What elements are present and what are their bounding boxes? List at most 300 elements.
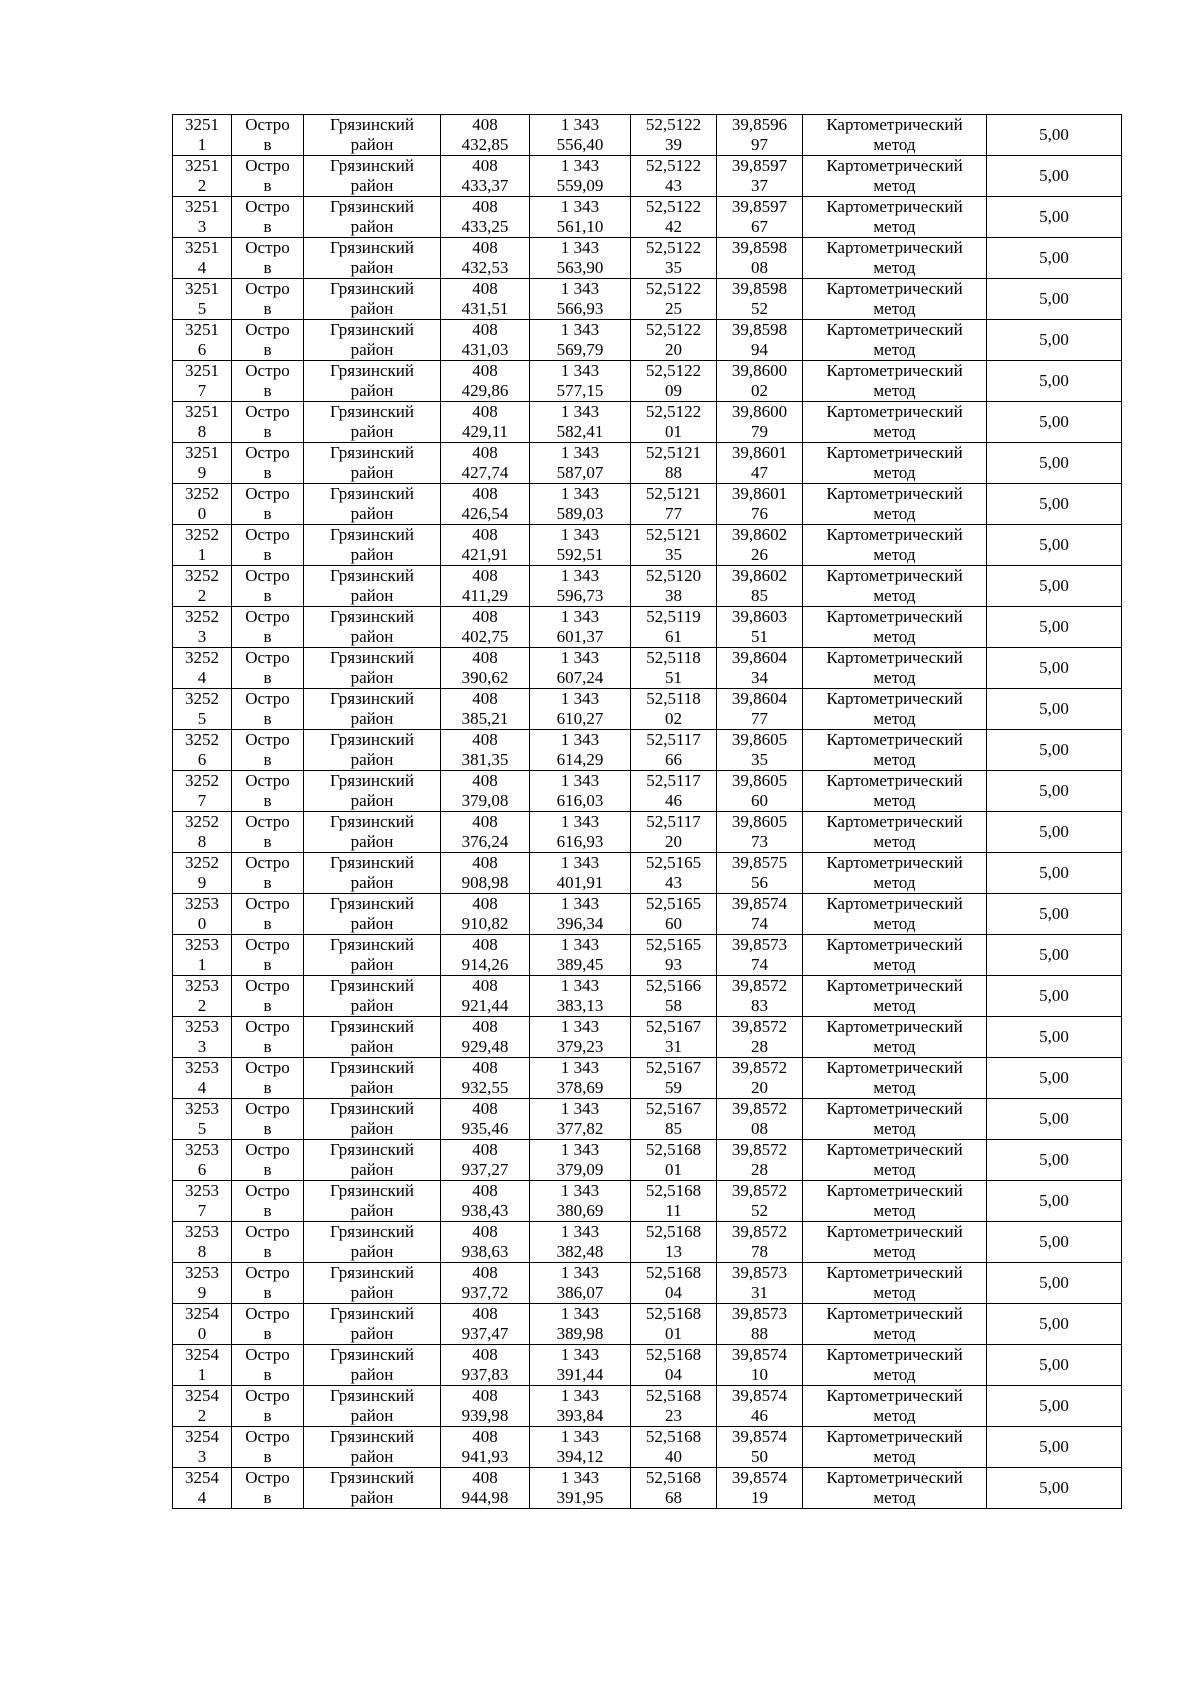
x-coordinate-cell [441,812,530,853]
x-coordinate-cell-line: 932,55 [461,1078,509,1097]
district-cell-line: район [350,176,394,195]
longitude-cell-line: 39,8574 [731,1427,788,1446]
method-cell [803,320,987,361]
longitude-cell-line: 39,8605 [731,730,788,749]
x-coordinate-cell-line: 408 [472,853,498,872]
method-cell-line: Картометрический [826,525,963,544]
latitude-cell-line: 88 [665,463,682,482]
district-cell-line: Грязинский [330,115,414,134]
latitude-cell-line: 52,5122 [645,361,702,380]
y-coordinate-cell [530,279,631,320]
object-type-cell-line: в [263,791,272,810]
longitude-cell [717,197,803,238]
district-cell [304,689,441,730]
y-coordinate-cell [530,607,631,648]
y-coordinate-cell [530,566,631,607]
y-coordinate-cell-line: 559,09 [556,176,604,195]
method-cell-line: Картометрический [826,1222,963,1241]
latitude-cell-line: 52,5122 [645,197,702,216]
y-coordinate-cell [530,648,631,689]
longitude-cell-line: 39,8598 [731,279,788,298]
method-cell-line: Картометрический [826,279,963,298]
y-coordinate-cell-line: 1 343 [560,402,600,421]
district-cell-line: район [350,1324,394,1343]
object-type-cell [232,1017,304,1058]
latitude-cell [631,1058,717,1099]
longitude-cell [717,1304,803,1345]
district-cell [304,812,441,853]
method-cell-line: Картометрический [826,648,963,667]
y-coordinate-cell [530,1304,631,1345]
longitude-cell-line: 50 [751,1447,768,1466]
point-number-cell-line: 3254 [185,1386,219,1405]
table-row [173,976,1122,1017]
district-cell [304,730,441,771]
method-cell-line: метод [873,545,916,564]
point-number-cell-line: 3251 [185,320,219,339]
point-number-cell-line: 8 [197,832,207,851]
point-number-cell [173,1345,232,1386]
y-coordinate-cell-line: 380,69 [556,1201,604,1220]
longitude-cell-line: 37 [751,176,768,195]
district-cell-line: Грязинский [330,197,414,216]
longitude-cell [717,976,803,1017]
point-number-cell-line: 3 [197,217,207,236]
latitude-cell-line: 52,5122 [645,156,702,175]
y-coordinate-cell [530,238,631,279]
point-number-cell-line: 5 [197,709,207,728]
x-coordinate-cell [441,1140,530,1181]
object-type-cell-line: в [263,1283,272,1302]
object-type-cell-line: в [263,1037,272,1056]
district-cell [304,484,441,525]
x-coordinate-cell [441,525,530,566]
district-cell [304,1099,441,1140]
longitude-cell-line: 39,8603 [731,607,788,626]
method-cell [803,689,987,730]
object-type-cell-line: Остро [245,156,290,175]
latitude-cell-line: 52,5120 [645,566,702,585]
object-type-cell [232,853,304,894]
latitude-cell-line: 52,5167 [645,1017,702,1036]
y-coordinate-cell-line: 1 343 [560,1181,600,1200]
latitude-cell-line: 52,5168 [645,1386,702,1405]
district-cell-line: район [350,1160,394,1179]
method-cell-line: метод [873,791,916,810]
accuracy-cell: 5,00 [987,812,1122,853]
y-coordinate-cell-line: 1 343 [560,730,600,749]
y-coordinate-cell [530,320,631,361]
method-cell-line: Картометрический [826,771,963,790]
object-type-cell-line: в [263,1242,272,1261]
x-coordinate-cell-line: 427,74 [461,463,509,482]
longitude-cell-line: 08 [751,1119,768,1138]
y-coordinate-cell-line: 1 343 [560,689,600,708]
longitude-cell-line: 73 [751,832,768,851]
table-row [173,1099,1122,1140]
accuracy-cell: 5,00 [987,361,1122,402]
y-coordinate-cell-line: 389,98 [556,1324,604,1343]
object-type-cell-line: в [263,1447,272,1466]
point-number-cell [173,279,232,320]
method-cell-line: Картометрический [826,1304,963,1323]
table-row [173,566,1122,607]
y-coordinate-cell-line: 1 343 [560,935,600,954]
method-cell-line: Картометрический [826,115,963,134]
object-type-cell [232,1468,304,1509]
district-cell [304,1263,441,1304]
latitude-cell [631,402,717,443]
longitude-cell-line: 39,8604 [731,648,788,667]
latitude-cell-line: 09 [665,381,682,400]
latitude-cell-line: 52,5167 [645,1058,702,1077]
object-type-cell-line: Остро [245,853,290,872]
accuracy-cell: 5,00 [987,1181,1122,1222]
district-cell-line: Грязинский [330,525,414,544]
x-coordinate-cell-line: 408 [472,279,498,298]
object-type-cell-line: Остро [245,361,290,380]
point-number-cell [173,115,232,156]
district-cell-line: район [350,1242,394,1261]
object-type-cell-line: Остро [245,566,290,585]
object-type-cell [232,1386,304,1427]
district-cell-line: Грязинский [330,648,414,667]
x-coordinate-cell-line: 432,53 [461,258,509,277]
district-cell-line: район [350,1201,394,1220]
x-coordinate-cell [441,771,530,812]
object-type-cell [232,1427,304,1468]
method-cell [803,484,987,525]
y-coordinate-cell [530,730,631,771]
district-cell-line: Грязинский [330,156,414,175]
accuracy-cell: 5,00 [987,443,1122,484]
district-cell-line: район [350,1037,394,1056]
point-number-cell [173,894,232,935]
method-cell-line: метод [873,1119,916,1138]
x-coordinate-cell-line: 408 [472,1263,498,1282]
y-coordinate-cell [530,1058,631,1099]
accuracy-cell: 5,00 [987,1468,1122,1509]
district-cell [304,648,441,689]
longitude-cell-line: 39,8575 [731,853,788,872]
y-coordinate-cell [530,1140,631,1181]
x-coordinate-cell-line: 935,46 [461,1119,509,1138]
object-type-cell [232,1222,304,1263]
object-type-cell [232,648,304,689]
y-coordinate-cell [530,689,631,730]
x-coordinate-cell [441,1222,530,1263]
longitude-cell-line: 39,8601 [731,443,788,462]
object-type-cell-line: в [263,176,272,195]
method-cell-line: метод [873,258,916,277]
longitude-cell-line: 28 [751,1160,768,1179]
method-cell-line: Картометрический [826,853,963,872]
point-number-cell-line: 3253 [185,976,219,995]
district-cell-line: район [350,1447,394,1466]
x-coordinate-cell-line: 411,29 [461,586,509,605]
district-cell-line: район [350,422,394,441]
table-row [173,1345,1122,1386]
table-row [173,525,1122,566]
x-coordinate-cell-line: 421,91 [461,545,509,564]
method-cell-line: Картометрический [826,812,963,831]
district-cell [304,115,441,156]
accuracy-cell: 5,00 [987,1017,1122,1058]
latitude-cell-line: 01 [665,422,682,441]
object-type-cell-line: Остро [245,771,290,790]
object-type-cell-line: Остро [245,484,290,503]
point-number-cell [173,607,232,648]
latitude-cell-line: 61 [665,627,682,646]
x-coordinate-cell-line: 937,83 [461,1365,509,1384]
district-cell-line: район [350,791,394,810]
district-cell [304,853,441,894]
method-cell-line: метод [873,955,916,974]
longitude-cell-line: 39,8600 [731,402,788,421]
longitude-cell-line: 85 [751,586,768,605]
x-coordinate-cell [441,607,530,648]
point-number-cell-line: 3253 [185,1181,219,1200]
method-cell-line: Картометрический [826,238,963,257]
object-type-cell-line: Остро [245,1345,290,1364]
object-type-cell [232,771,304,812]
object-type-cell-line: в [263,750,272,769]
y-coordinate-cell-line: 616,03 [556,791,604,810]
object-type-cell [232,402,304,443]
method-cell-line: метод [873,463,916,482]
latitude-cell-line: 52,5121 [645,484,702,503]
point-number-cell [173,648,232,689]
point-number-cell [173,1099,232,1140]
point-number-cell-line: 1 [197,955,207,974]
longitude-cell-line: 39,8597 [731,156,788,175]
latitude-cell-line: 68 [665,1488,682,1507]
district-cell-line: Грязинский [330,853,414,872]
x-coordinate-cell-line: 939,98 [461,1406,509,1425]
district-cell-line: район [350,668,394,687]
latitude-cell-line: 52,5165 [645,935,702,954]
x-coordinate-cell-line: 381,35 [461,750,509,769]
latitude-cell-line: 52,5122 [645,238,702,257]
x-coordinate-cell-line: 921,44 [461,996,509,1015]
method-cell-line: метод [873,668,916,687]
latitude-cell-line: 52,5168 [645,1181,702,1200]
longitude-cell-line: 31 [751,1283,768,1302]
method-cell-line: Картометрический [826,935,963,954]
latitude-cell-line: 52,5168 [645,1222,702,1241]
point-number-cell-line: 3251 [185,443,219,462]
y-coordinate-cell-line: 1 343 [560,115,600,134]
x-coordinate-cell [441,1386,530,1427]
method-cell [803,361,987,402]
table-row [173,320,1122,361]
latitude-cell-line: 35 [665,258,682,277]
latitude-cell [631,1140,717,1181]
point-number-cell-line: 3253 [185,935,219,954]
accuracy-cell: 5,00 [987,730,1122,771]
method-cell-line: Картометрический [826,689,963,708]
object-type-cell-line: в [263,1406,272,1425]
point-number-cell-line: 0 [197,1324,207,1343]
x-coordinate-cell-line: 408 [472,115,498,134]
y-coordinate-cell-line: 1 343 [560,484,600,503]
method-cell-line: Картометрический [826,1099,963,1118]
method-cell-line: метод [873,627,916,646]
latitude-cell-line: 52,5165 [645,894,702,913]
x-coordinate-cell-line: 944,98 [461,1488,509,1507]
method-cell-line: Картометрический [826,197,963,216]
point-number-cell-line: 1 [197,135,207,154]
table-row [173,1181,1122,1222]
point-number-cell [173,156,232,197]
longitude-cell [717,566,803,607]
x-coordinate-cell-line: 937,27 [461,1160,509,1179]
point-number-cell-line: 3253 [185,1017,219,1036]
y-coordinate-cell-line: 391,44 [556,1365,604,1384]
method-cell [803,1427,987,1468]
accuracy-cell: 5,00 [987,1427,1122,1468]
x-coordinate-cell-line: 941,93 [461,1447,509,1466]
latitude-cell-line: 52,5168 [645,1140,702,1159]
point-number-cell-line: 3252 [185,771,219,790]
longitude-cell-line: 94 [751,340,768,359]
latitude-cell [631,1222,717,1263]
point-number-cell-line: 3252 [185,689,219,708]
object-type-cell-line: в [263,1324,272,1343]
district-cell-line: Грязинский [330,1427,414,1446]
object-type-cell [232,279,304,320]
point-number-cell-line: 3254 [185,1345,219,1364]
object-type-cell-line: Остро [245,279,290,298]
method-cell-line: метод [873,996,916,1015]
point-number-cell-line: 3252 [185,648,219,667]
y-coordinate-cell-line: 383,13 [556,996,604,1015]
latitude-cell-line: 46 [665,791,682,810]
latitude-cell [631,689,717,730]
point-number-cell-line: 3252 [185,484,219,503]
table-row [173,1386,1122,1427]
method-cell [803,402,987,443]
latitude-cell-line: 52,5117 [646,730,701,749]
longitude-cell-line: 28 [751,1037,768,1056]
longitude-cell-line: 47 [751,463,768,482]
district-cell-line: район [350,463,394,482]
point-number-cell-line: 3251 [185,279,219,298]
object-type-cell [232,812,304,853]
object-type-cell [232,566,304,607]
point-number-cell-line: 3252 [185,730,219,749]
object-type-cell [232,976,304,1017]
y-coordinate-cell-line: 1 343 [560,1386,600,1405]
object-type-cell-line: в [263,258,272,277]
x-coordinate-cell-line: 408 [472,1386,498,1405]
object-type-cell-line: Остро [245,197,290,216]
object-type-cell-line: Остро [245,976,290,995]
x-coordinate-cell-line: 938,43 [461,1201,509,1220]
latitude-cell [631,730,717,771]
point-number-cell [173,1222,232,1263]
longitude-cell [717,1386,803,1427]
method-cell-line: метод [873,1447,916,1466]
longitude-cell-line: 39,8602 [731,525,788,544]
district-cell [304,566,441,607]
object-type-cell-line: Остро [245,894,290,913]
longitude-cell-line: 52 [751,299,768,318]
longitude-cell-line: 79 [751,422,768,441]
longitude-cell [717,935,803,976]
district-cell [304,238,441,279]
x-coordinate-cell-line: 376,24 [461,832,509,851]
longitude-cell [717,1099,803,1140]
object-type-cell-line: в [263,1078,272,1097]
point-number-cell-line: 1 [197,1365,207,1384]
latitude-cell [631,648,717,689]
object-type-cell [232,115,304,156]
x-coordinate-cell [441,279,530,320]
point-number-cell-line: 9 [197,463,207,482]
method-cell [803,1140,987,1181]
longitude-cell-line: 20 [751,1078,768,1097]
district-cell-line: Грязинский [330,1099,414,1118]
y-coordinate-cell-line: 1 343 [560,1058,600,1077]
accuracy-cell: 5,00 [987,853,1122,894]
longitude-cell [717,115,803,156]
point-number-cell-line: 3253 [185,1222,219,1241]
y-coordinate-cell [530,1222,631,1263]
x-coordinate-cell-line: 408 [472,1427,498,1446]
point-number-cell-line: 8 [197,422,207,441]
accuracy-cell: 5,00 [987,115,1122,156]
x-coordinate-cell [441,648,530,689]
x-coordinate-cell [441,1263,530,1304]
x-coordinate-cell-line: 426,54 [461,504,509,523]
point-number-cell-line: 3 [197,1447,207,1466]
object-type-cell [232,197,304,238]
latitude-cell-line: 52,5122 [645,402,702,421]
district-cell-line: район [350,914,394,933]
x-coordinate-cell-line: 429,86 [461,381,509,400]
point-number-cell-line: 4 [197,258,207,277]
x-coordinate-cell [441,402,530,443]
latitude-cell-line: 01 [665,1160,682,1179]
method-cell [803,1017,987,1058]
longitude-cell-line: 39,8572 [731,976,788,995]
y-coordinate-cell [530,1017,631,1058]
object-type-cell-line: в [263,668,272,687]
latitude-cell [631,894,717,935]
object-type-cell-line: в [263,545,272,564]
object-type-cell-line: Остро [245,1468,290,1487]
table-row [173,1017,1122,1058]
district-cell [304,1181,441,1222]
district-cell-line: Грязинский [330,1304,414,1323]
longitude-cell [717,771,803,812]
point-number-cell [173,1386,232,1427]
method-cell-line: Картометрический [826,1017,963,1036]
longitude-cell-line: 39,8596 [731,115,788,134]
longitude-cell-line: 39,8605 [731,771,788,790]
method-cell-line: Картометрический [826,730,963,749]
method-cell-line: метод [873,1365,916,1384]
district-cell [304,1017,441,1058]
object-type-cell-line: в [263,1119,272,1138]
district-cell [304,320,441,361]
longitude-cell-line: 39,8604 [731,689,788,708]
latitude-cell [631,525,717,566]
object-type-cell-line: в [263,586,272,605]
x-coordinate-cell-line: 408 [472,1017,498,1036]
method-cell-line: метод [873,832,916,851]
